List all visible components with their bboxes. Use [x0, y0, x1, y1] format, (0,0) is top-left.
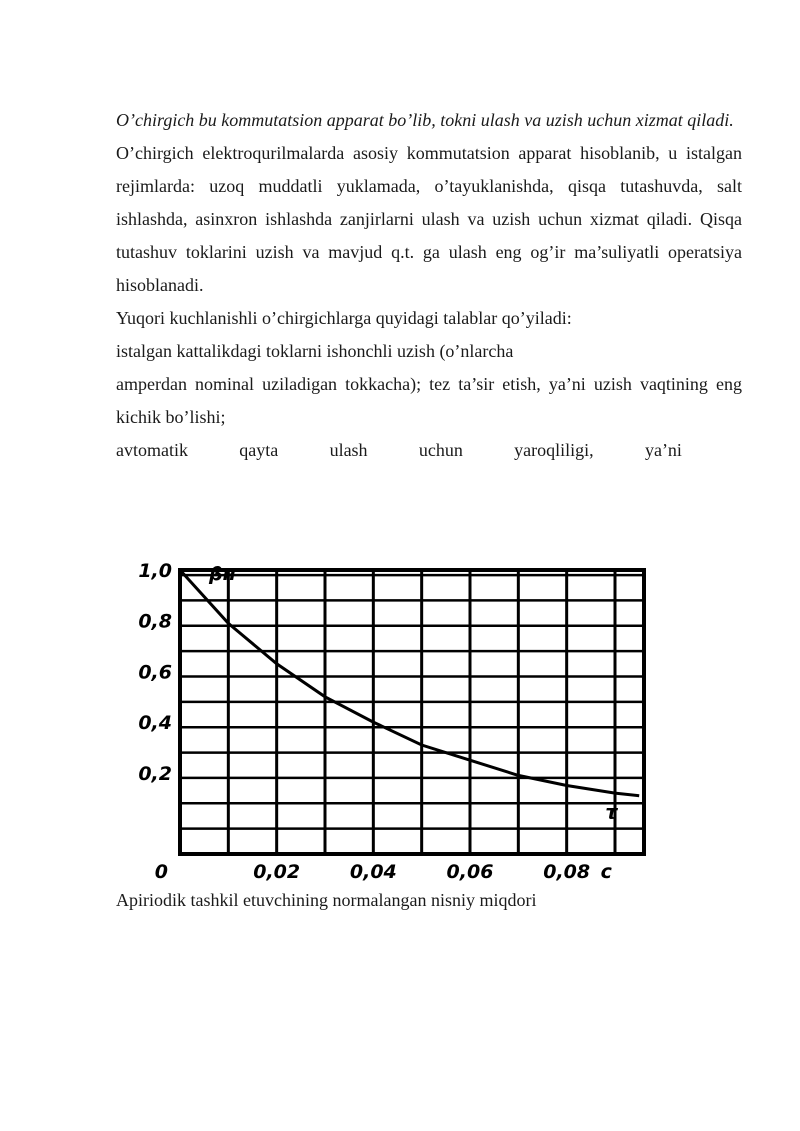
- curve-label: βн: [209, 563, 236, 586]
- decay-chart: [116, 554, 656, 884]
- word: qayta: [239, 440, 279, 460]
- word: uchun: [418, 440, 463, 460]
- y-tick-label: 0,2: [138, 762, 172, 785]
- y-tick-label: 0,8: [138, 610, 172, 633]
- paragraph-requirements-intro: Yuqori kuchlanishli o’chirgichlarga quyidagi talablar qo’yiladi:: [116, 308, 572, 328]
- y-tick-label: 0,6: [138, 661, 172, 684]
- figure-caption: Apiriodik tashkil etuvchining normalangan nisniy miqdori: [116, 890, 537, 910]
- word: ulash: [329, 440, 368, 460]
- decay-chart-svg: [116, 554, 656, 884]
- x-unit-label: c: [600, 861, 612, 883]
- word: yaroqliligi,: [514, 440, 594, 460]
- x-tick-label: 0,04: [349, 861, 397, 883]
- paragraph-requirement-2-start: [116, 434, 682, 467]
- x-tick-label: 0,08: [543, 861, 591, 883]
- paragraph-description: O’chirgich elektroqurilmalarda asosiy kommutatsion apparat hisoblanib, u istalgan rejimlarda: uzoq muddatli yuklamada, o’tayuklanishda, qisqa tutashuvda, salt ishlashda, asinxron ishlashda zanjirlarni ulash va uzish uchun xizmat qiladi. Qisqa tutashuv toklarini uzish va mavjud q.t. ga ulash eng og’ir ma’suliyatli operatsiya hisoblanadi.: [116, 143, 742, 295]
- x-tick-label: 0,02: [253, 861, 301, 883]
- y-tick-label: 1,0: [138, 560, 172, 582]
- origin-label: 0: [154, 861, 168, 883]
- paragraph-requirement-1-end: amperdan nominal uziladigan tokkacha); tez ta’sir etish, ya’ni uzish vaqtining eng kichik bo’lishi;: [116, 374, 742, 427]
- document-body: [116, 104, 742, 467]
- y-tick-label: 0,4: [138, 712, 172, 735]
- x-tick-label: 0,06: [446, 861, 494, 883]
- word: avtomatik: [116, 440, 188, 460]
- axis-symbol-tau: τ: [605, 801, 618, 824]
- plot-frame: [180, 570, 644, 854]
- paragraph-definition: O’chirgich bu kommutatsion apparat bo’lib, tokni ulash va uzish uchun xizmat qiladi.: [116, 110, 734, 130]
- series-line-beta: [180, 570, 639, 796]
- word: ya’ni: [644, 440, 682, 460]
- paragraph-requirement-1-start: istalgan kattalikdagi toklarni ishonchli uzish (o’nlarcha: [116, 341, 514, 361]
